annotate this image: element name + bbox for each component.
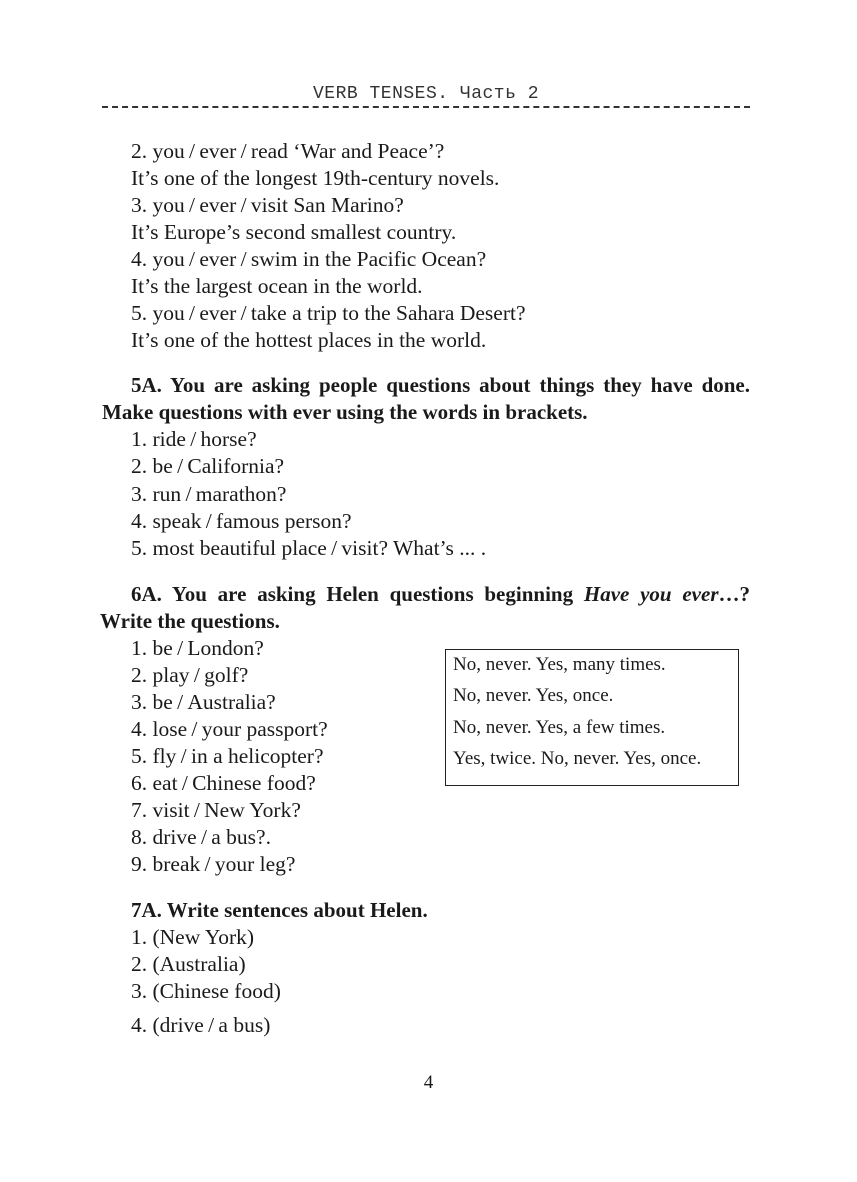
exercise-heading-line: Write the questions. — [100, 609, 280, 633]
list-item: 6. eat / Chinese food? — [131, 771, 316, 795]
list-item: 3. run / marathon? — [131, 482, 287, 506]
exercise-heading-line: 5A. You are asking people questions about things they have done. — [131, 373, 750, 397]
list-item: 1. (New York) — [131, 925, 255, 949]
list-item: 1. ride / horse? — [131, 427, 257, 451]
list-item: 7. visit / New York? — [131, 798, 301, 822]
list-item: 5. most beautiful place / visit? What’s ... . — [131, 536, 487, 560]
list-item: 2. be / California? — [131, 454, 285, 478]
list-item: 9. break / your leg? — [131, 852, 296, 876]
list-item: 4. you / ever / swim in the Pacific Ocean? — [131, 247, 487, 271]
list-item: It’s Europe’s second smallest country. — [131, 220, 457, 244]
list-item: 8. drive / a bus?. — [131, 825, 271, 849]
list-item: 3. be / Australia? — [131, 690, 276, 714]
list-item: 3. (Chinese food) — [131, 979, 281, 1003]
answer-box-line: No, never. Yes, once. — [453, 685, 614, 706]
exercise-heading-line: Make questions with ever using the words in brackets. — [102, 400, 588, 424]
list-item: It’s the largest ocean in the world. — [131, 274, 423, 298]
exercise-heading-part: 6A. You are asking Helen questions beginning — [131, 582, 574, 606]
answer-box-line: No, never. Yes, many times. — [453, 654, 666, 675]
page-number: 4 — [423, 1072, 434, 1093]
list-item: 2. (Australia) — [131, 952, 246, 976]
answer-box — [445, 649, 739, 786]
header-divider — [102, 106, 750, 108]
list-item: 4. (drive / a bus) — [131, 1013, 271, 1037]
list-item: 2. play / golf? — [131, 663, 249, 687]
list-item: It’s one of the hottest places in the world. — [131, 328, 487, 352]
answer-box-line: No, never. Yes, a few times. — [453, 717, 666, 738]
answer-box-line: Yes, twice. No, never. Yes, once. — [453, 748, 702, 769]
list-item: 3. you / ever / visit San Marino? — [131, 193, 404, 217]
exercise-heading: 7A. Write sentences about Helen. — [131, 898, 428, 922]
exercise-heading — [102, 584, 750, 605]
exercise-heading — [102, 375, 750, 396]
list-item: 5. you / ever / take a trip to the Sahara Desert? — [131, 301, 526, 325]
list-item: 4. lose / your passport? — [131, 717, 328, 741]
list-item: 4. speak / famous person? — [131, 509, 352, 533]
list-item: 1. be / London? — [131, 636, 264, 660]
list-item: 2. you / ever / read ‘War and Peace’? — [131, 139, 445, 163]
running-header: VERB TENSES. Часть 2 — [312, 84, 540, 104]
exercise-heading-italic: Have you ever…? — [583, 582, 750, 606]
list-item: 5. fly / in a helicopter? — [131, 744, 324, 768]
list-item: It’s one of the longest 19th-century novels. — [131, 166, 500, 190]
